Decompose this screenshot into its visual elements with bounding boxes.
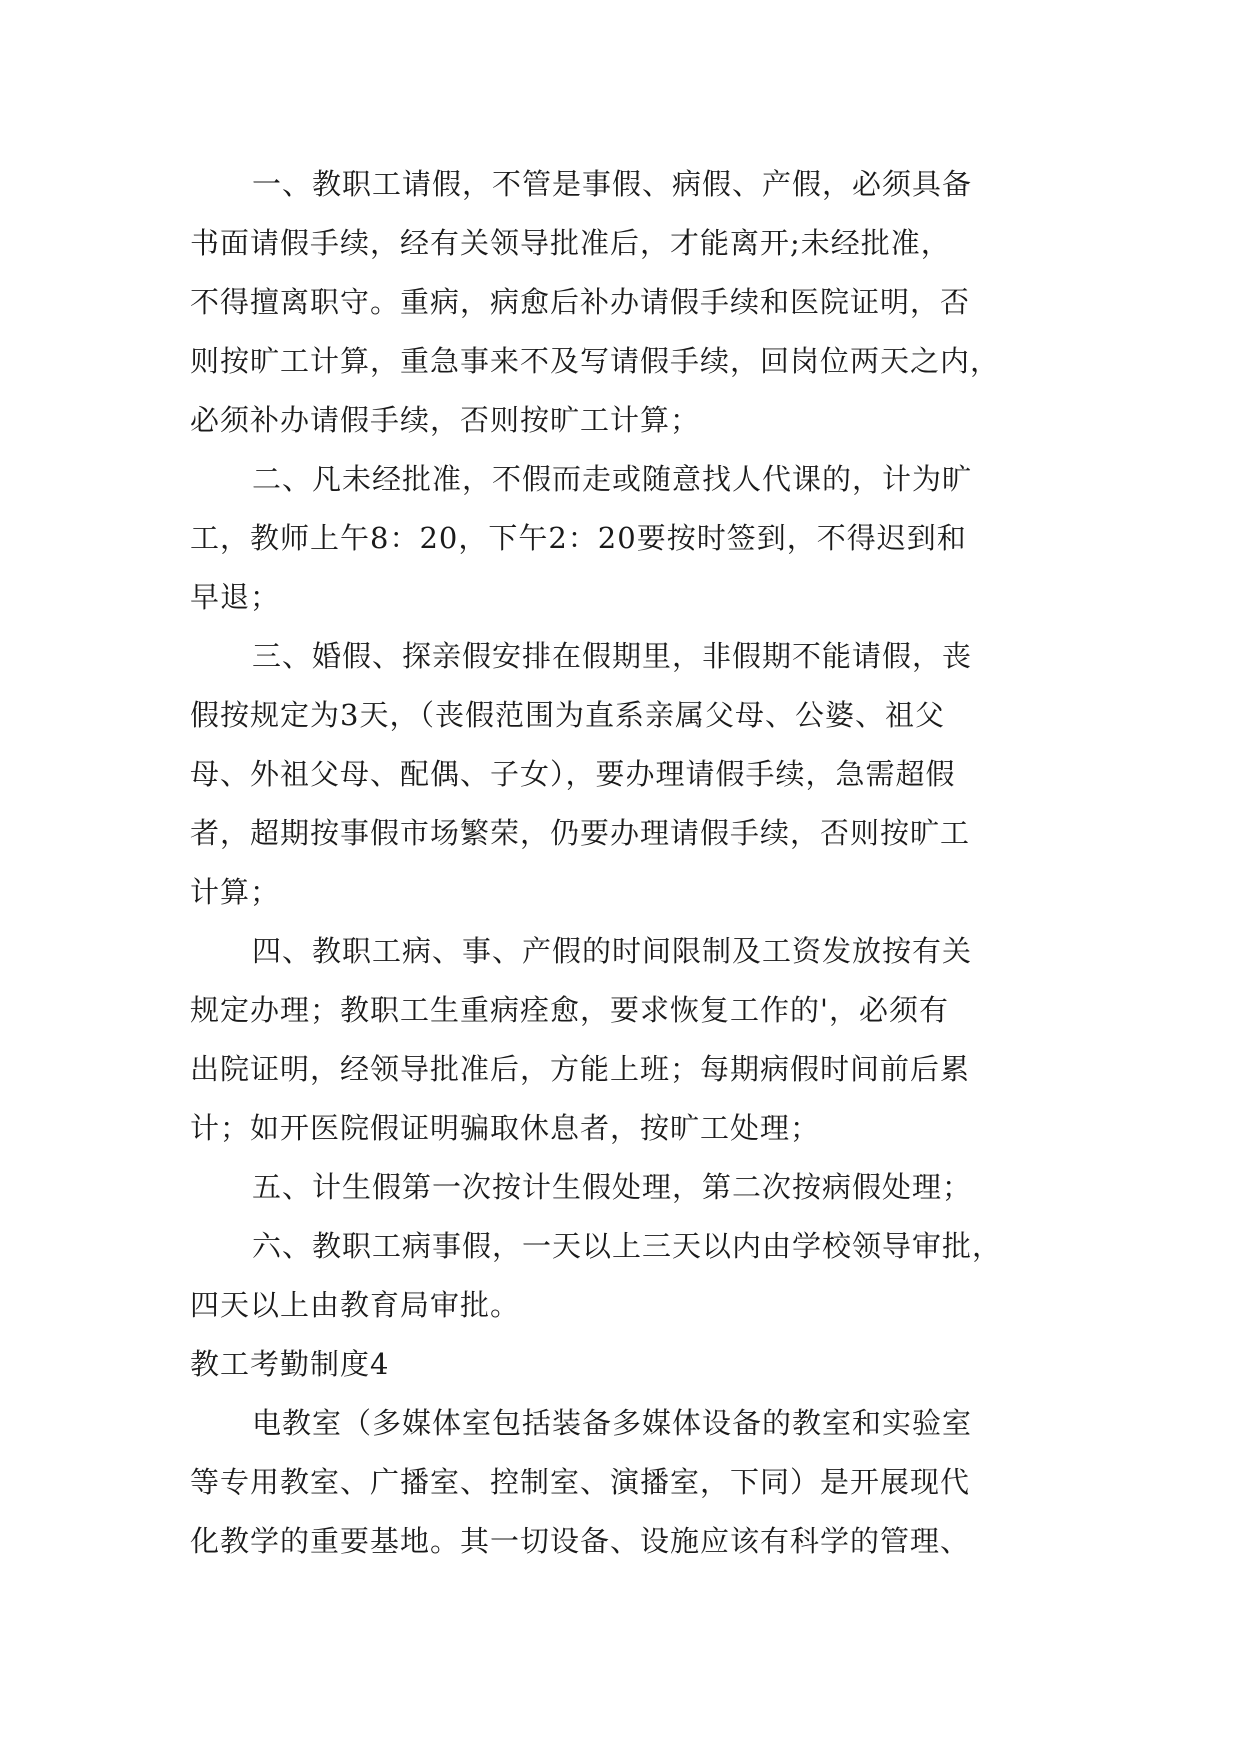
text-line: 者，超期按事假市场繁荣，仍要办理请假手续，否则按旷工 <box>190 816 971 850</box>
text-line: 等专用教室、广播室、控制室、演播室，下同）是开展现代 <box>190 1465 971 1499</box>
text-line: 出院证明，经领导批准后，方能上班；每期病假时间前后累 <box>190 1052 971 1086</box>
text-line: 五、计生假第一次按计生假处理，第二次按病假处理； <box>252 1170 973 1204</box>
text-line: 计；如开医院假证明骗取休息者，按旷工处理； <box>190 1111 821 1145</box>
text-line: 六、教职工病事假，一天以上三天以内由学校领导审批， <box>252 1229 1003 1263</box>
text-line: 四、教职工病、事、产假的时间限制及工资发放按有关 <box>252 934 973 968</box>
document-body <box>190 155 1070 1571</box>
text-line: 早退； <box>190 580 281 614</box>
text-line: 必须补办请假手续，否则按旷工计算； <box>190 403 701 437</box>
text-line: 母、外祖父母、配偶、子女），要办理请假手续，急需超假 <box>190 757 956 791</box>
text-line: 则按旷工计算，重急事来不及写请假手续，回岗位两天之内， <box>190 344 1001 378</box>
text-line: 不得擅离职守。重病，病愈后补办请假手续和医院证明，否 <box>190 285 971 319</box>
text-line: 书面请假手续，经有关领导批准后，才能离开;未经批准， <box>190 226 951 260</box>
text-line: 工，教师上午8：20，下午2：20要按时签到，不得迟到和 <box>190 521 967 555</box>
text-line: 三、婚假、探亲假安排在假期里，非假期不能请假，丧 <box>252 639 973 673</box>
text-line: 规定办理；教职工生重病痊愈，要求恢复工作的'，必须有 <box>190 993 949 1027</box>
text-line: 化教学的重要基地。其一切设备、设施应该有科学的管理、 <box>190 1524 971 1558</box>
section-heading: 教工考勤制度4 <box>190 1347 390 1381</box>
text-line: 计算； <box>190 875 281 909</box>
text-line: 一、教职工请假，不管是事假、病假、产假，必须具备 <box>252 167 973 201</box>
text-line: 假按规定为3天，（丧假范围为直系亲属父母、公婆、祖父 <box>190 698 945 732</box>
text-line: 二、凡未经批准，不假而走或随意找人代课的，计为旷 <box>252 462 973 496</box>
text-line: 电教室（多媒体室包括装备多媒体设备的教室和实验室 <box>252 1406 973 1440</box>
text-line: 四天以上由教育局审批。 <box>190 1288 521 1322</box>
